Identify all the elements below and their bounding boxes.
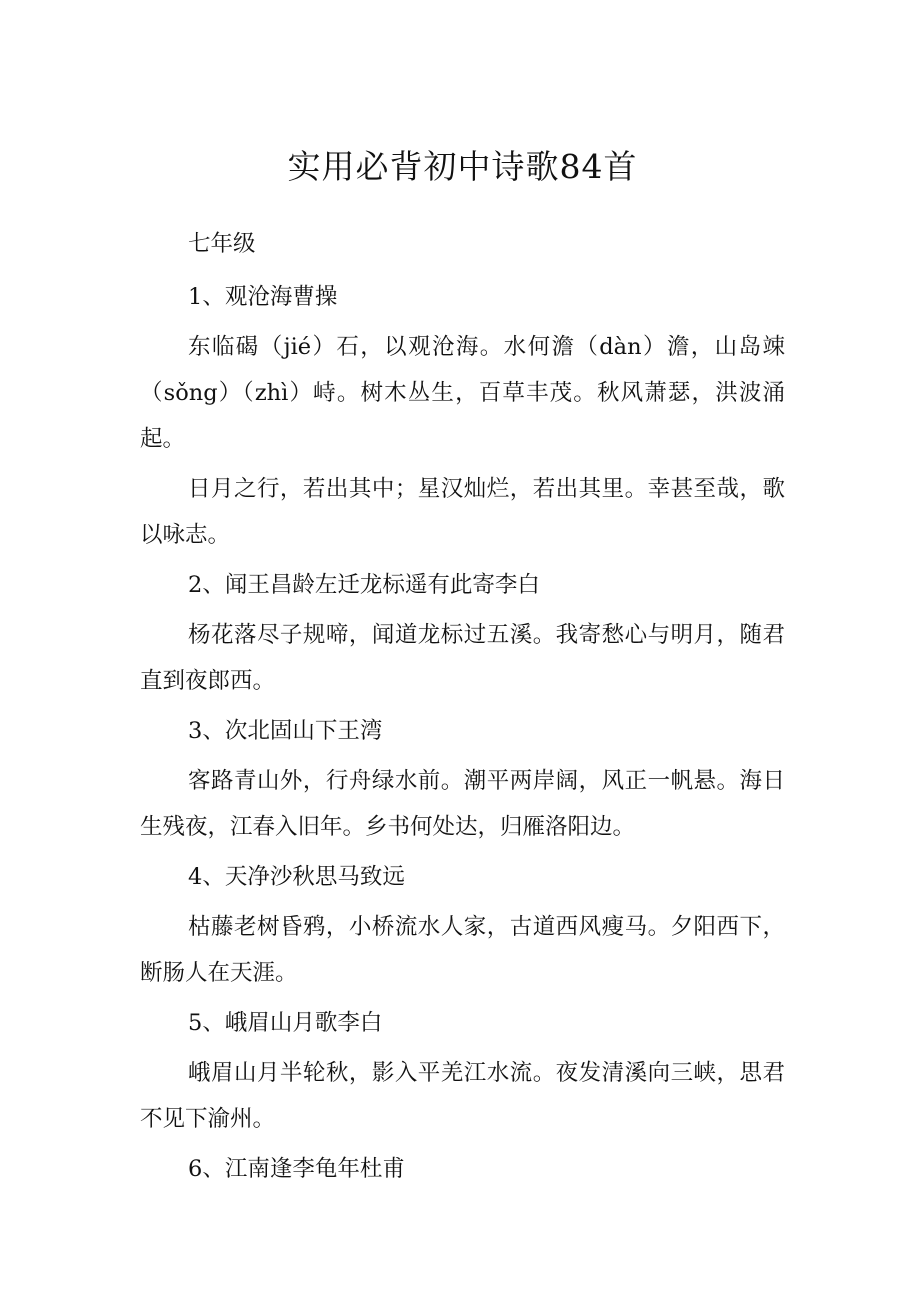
poem-1-text-2: 日月之行，若出其中；星汉灿烂，若出其里。幸甚至哉，歌以咏志。 [140,476,785,548]
poem-title-5: 5、峨眉山月歌李白 [188,1010,383,1036]
poem-4-text-1: 枯藤老树昏鸦，小桥流水人家，古道西风瘦马。夕阳西下，断肠人在天涯。 [140,914,785,986]
poem-2-text-1: 杨花落尽子规啼，闻道龙标过五溪。我寄愁心与明月，随君直到夜郎西。 [140,622,785,694]
poem-5-text-1: 峨眉山月半轮秋，影入平羌江水流。夜发清溪向三峡，思君不见下渝州。 [140,1060,785,1132]
poem-1-text-1: 东临碣（jié）石，以观沧海。水何澹（dàn）澹，山岛竦（sǒng）（zhì）峙。树木丛生，百草丰茂。秋风萧瑟，洪波涌起。 [140,334,785,452]
poem-title-4: 4、天净沙秋思马致远 [188,864,405,890]
poem-title-1: 1、观沧海曹操 [188,284,338,310]
poem-3-text-1: 客路青山外，行舟绿水前。潮平两岸阔，风正一帆悬。海日生残夜，江春入旧年。乡书何处达，归雁洛阳边。 [140,768,785,840]
document-title: 实用必背初中诗歌84首 [287,147,638,186]
poem-title-6: 6、江南逢李龟年杜甫 [188,1156,405,1182]
poem-title-2: 2、闻王昌龄左迁龙标遥有此寄李白 [188,572,540,598]
grade-heading: 七年级 [188,231,256,257]
document-body [140,221,785,1196]
poem-title-3: 3、次北固山下王湾 [188,718,383,744]
